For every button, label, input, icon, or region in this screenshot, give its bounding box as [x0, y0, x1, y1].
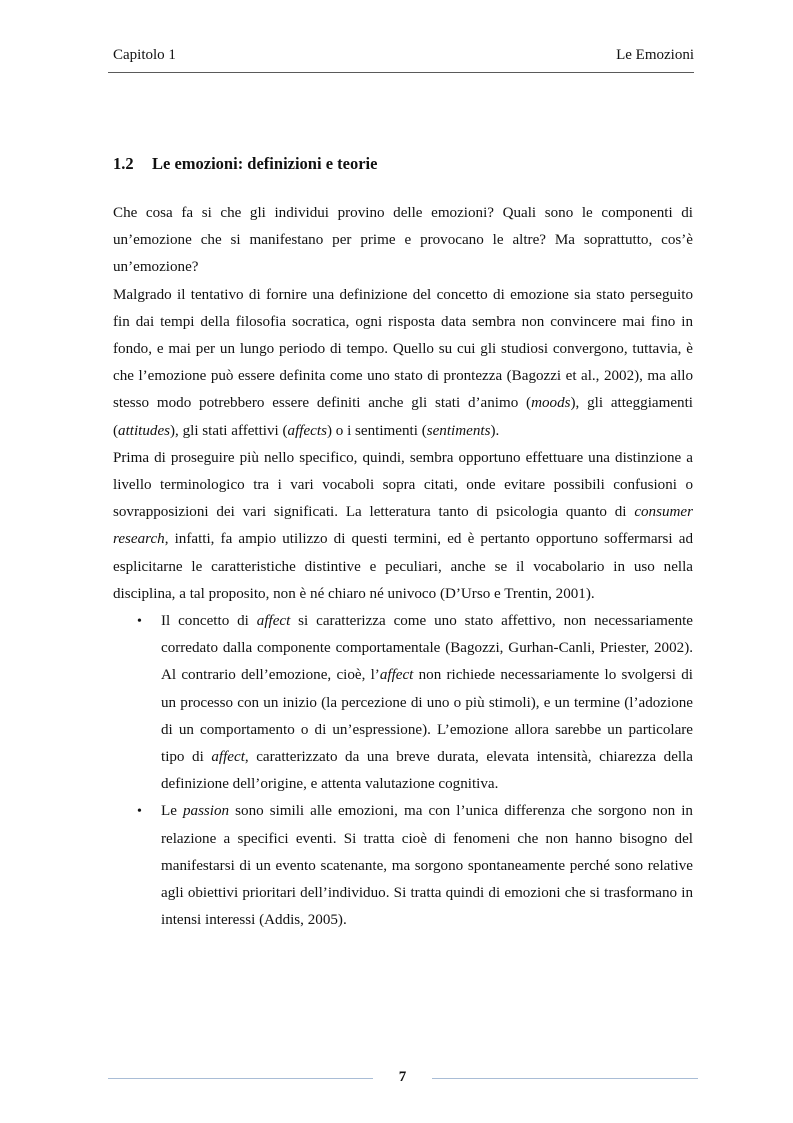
paragraph — [113, 200, 693, 282]
bullet-list — [113, 608, 693, 934]
section-number: 1.2 — [113, 154, 134, 173]
italic-term: sentiments — [426, 422, 491, 439]
list-item — [113, 608, 693, 798]
italic-term: affect — [211, 749, 245, 766]
running-header — [113, 47, 694, 69]
italic-term: passion — [182, 803, 230, 820]
header-section-title: Le Emozioni — [616, 47, 694, 63]
italic-term: attitudes — [118, 422, 171, 439]
paragraph — [113, 445, 693, 608]
list-item-text — [161, 803, 693, 928]
bullet-icon: • — [137, 804, 142, 820]
text-run: ), gli atteggiamenti ( — [113, 395, 693, 439]
text-run: si caratterizza come uno stato affettivo, non necessariamente corredato dalla componente comportamentale (Bagozzi, Gurhan-Canli, Priester, 2002). Al contrario dell’emozione, cioè, l’ — [161, 613, 694, 684]
header-divider — [108, 72, 694, 73]
text-run: sono simili alle emozioni, ma con l’unica differenza che sorgono non in relazione a specifici eventi. Si tratta cioè di fenomeni che non hanno bisogno del manifestarsi di un evento scatenante, ma sorgono spontaneamente perché sono relative agli obiettivi prioritari dell’individuo. Si tratta quindi di emozioni che si trasformano in intensi interessi (Addis, 2005). — [161, 803, 693, 929]
footer-divider-right — [432, 1078, 698, 1079]
text-run: Malgrado il tentativo di fornire una definizione del concetto di emozione sia stato perseguito fin dai tempi della filosofia socratica, ogni risposta data sembra non convincere mai fino in fondo, e mai per un lungo periodo di tempo. Quello su cui gli studiosi convergono, tuttavia, è che l’emozione può essere definita come uno stato di prontezza (Bagozzi et al., 2002), ma allo stesso modo potrebbero essere definiti anche gli stati d’animo ( — [113, 286, 693, 412]
section-title: Le emozioni: definizioni e teorie — [152, 154, 378, 173]
text-run: Il concetto di — [161, 613, 257, 630]
text-run: Che cosa fa si che gli individui provino delle emozioni? Quali sono le componenti di un’emozione che si manifestano per prime e provocano le altre? Ma soprattutto, cos’è un’emozione? — [113, 205, 693, 276]
list-item-text — [161, 613, 693, 792]
text-run: ), gli stati affettivi ( — [170, 422, 288, 439]
text-run: , infatti, fa ampio utilizzo di questi termini, ed è pertanto opportuno soffermarsi ad esplicitarne le caratteristiche distintive e peculiari, anche se il vocabolario in uso nella disciplina, a tal proposito, non è né chiaro né univoco (D’Urso e Trentin, 2001). — [113, 531, 693, 602]
text-run: non richiede necessariamente lo svolgersi di un processo con un inizio (la percezione di uno o più stimoli), e un termine (l’adozione di un comportamento o di un’espressione). L’emozione allora sarebbe un particolare tipo di — [161, 667, 693, 766]
text-run: , caratterizzato da una breve durata, elevata intensità, chiarezza della definizione dell’origine, e attenta valutazione cognitiva. — [161, 749, 693, 793]
list-item — [113, 798, 693, 934]
italic-term: affect — [379, 667, 414, 684]
text-run: Le — [161, 803, 183, 820]
italic-term: moods — [531, 395, 571, 412]
paragraph — [113, 282, 693, 445]
italic-term: consumer research — [113, 504, 693, 548]
italic-term: affects — [287, 422, 327, 439]
bullet-icon: • — [137, 614, 142, 630]
text-run: ). — [490, 422, 500, 439]
page-number: 7 — [398, 1069, 407, 1085]
section-heading — [113, 154, 377, 174]
header-chapter: Capitolo 1 — [113, 47, 176, 63]
italic-term: affect — [256, 613, 291, 630]
body-text — [113, 200, 693, 934]
footer-divider-left — [108, 1078, 373, 1079]
text-run: Prima di proseguire più nello specifico, quindi, sembra opportuno effettuare una distinzione a livello terminologico tra i vari vocaboli sopra citati, onde evitare possibili confusioni o sovrapposizioni dei vari significati. La letteratura tanto di psicologia quanto di — [113, 449, 693, 521]
text-run: ) o i sentimenti ( — [326, 422, 427, 439]
